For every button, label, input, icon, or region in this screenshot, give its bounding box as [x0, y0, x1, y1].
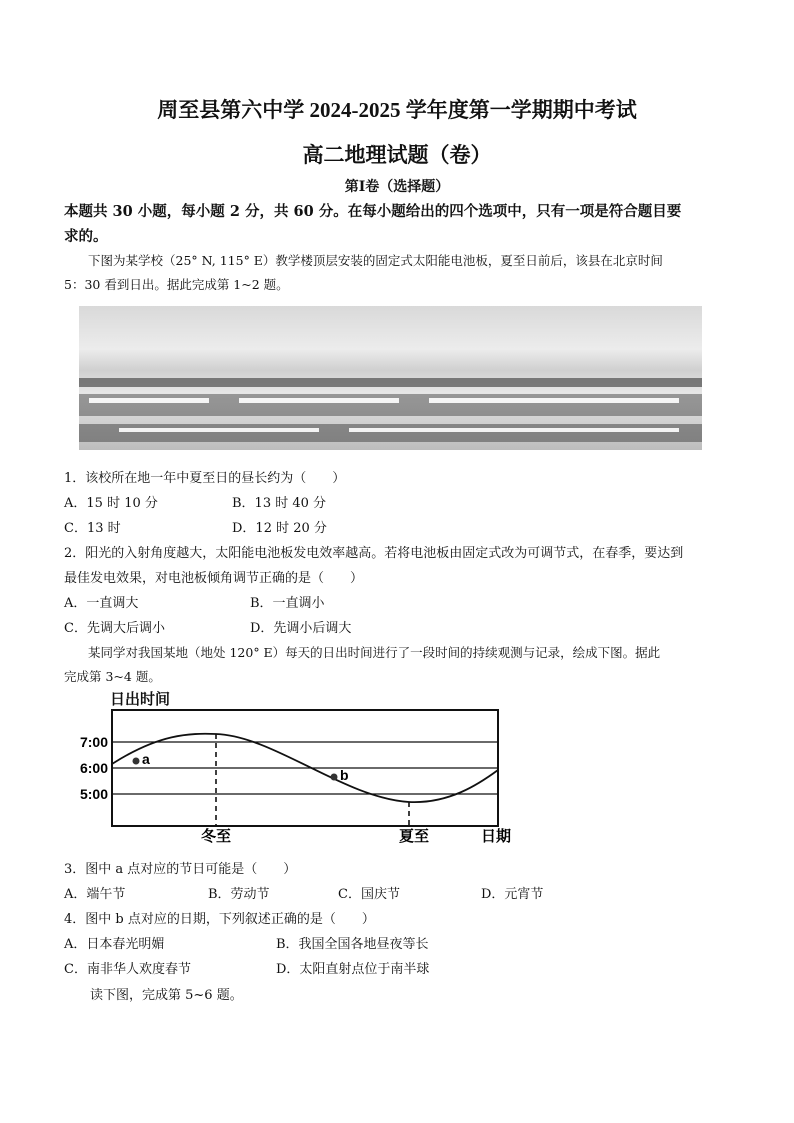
intro-2-line-2: 完成第 3~4 题。 — [64, 669, 161, 684]
x-axis-label: 日期 — [480, 828, 512, 845]
q2-stem-line-1: 2．阳光的入射角度越大，太阳能电池板发电效率越高。若将电池板由固定式改为可调节式，在春季，要达到 — [64, 546, 684, 561]
q3-option-b[interactable]: B．劳动节 — [208, 887, 270, 902]
intro-1-line-2: 5：30 看到日出。据此完成第 1~2 题。 — [64, 277, 289, 292]
y-tick-700: 7:00 — [79, 734, 108, 750]
point-a — [133, 758, 140, 765]
q2-option-a[interactable]: A．一直调大 — [64, 596, 139, 611]
exam-subtitle: 高二地理试题（卷） — [302, 143, 492, 167]
instruction-line-2: 求的。 — [64, 228, 108, 245]
q1-option-b[interactable]: B．13 时 40 分 — [232, 496, 327, 511]
instruction-line-1: 本题共 30 小题，每小题 2 分，共 60 分。在每小题给出的四个选项中，只有一项是符合题目要 — [64, 203, 682, 220]
q2-option-c[interactable]: C．先调大后调小 — [64, 621, 165, 636]
outro-text: 读下图，完成第 5~6 题。 — [90, 988, 243, 1003]
q3-stem: 3．图中 a 点对应的节日可能是（ ） — [64, 862, 297, 877]
q1-stem: 1．该校所在地一年中夏至日的昼长约为（ ） — [64, 471, 346, 486]
q4-option-a[interactable]: A．日本春光明媚 — [64, 937, 165, 952]
point-b-label: b — [340, 767, 349, 783]
y-tick-500: 5:00 — [79, 786, 108, 802]
q2-option-b[interactable]: B．一直调小 — [250, 596, 325, 611]
part-heading: 第Ⅰ卷（选择题） — [344, 179, 450, 195]
intro-1-line-1: 下图为某学校（25° N, 115° E）教学楼顶层安装的固定式太阳能电池板，夏至日前后，该县在北京时间 — [88, 253, 663, 268]
q1-option-c[interactable]: C．13 时 — [64, 521, 121, 536]
q3-option-a[interactable]: A．端午节 — [64, 887, 126, 902]
q3-option-c[interactable]: C．国庆节 — [338, 887, 400, 902]
q2-stem-line-2: 最佳发电效果，对电池板倾角调节正确的是（ ） — [64, 571, 364, 586]
exam-title: 周至县第六中学 2024-2025 学年度第一学期期中考试 — [157, 98, 637, 122]
x-tick-winter-solstice: 冬至 — [200, 828, 232, 845]
q1-option-d[interactable]: D．12 时 20 分 — [232, 521, 327, 536]
q4-option-b[interactable]: B．我国全国各地昼夜等长 — [276, 937, 429, 952]
q2-option-d[interactable]: D．先调小后调大 — [250, 621, 352, 636]
point-b — [331, 774, 338, 781]
point-a-label: a — [142, 751, 150, 767]
sunrise-time-chart — [64, 686, 514, 846]
q4-stem: 4．图中 b 点对应的日期，下列叙述正确的是（ ） — [64, 912, 375, 927]
q4-option-d[interactable]: D．太阳直射点位于南半球 — [276, 962, 430, 977]
q1-option-a[interactable]: A．15 时 10 分 — [64, 496, 158, 511]
chart-title: 日出时间 — [110, 691, 171, 708]
q3-option-d[interactable]: D．元宵节 — [481, 887, 544, 902]
y-tick-600: 6:00 — [79, 760, 108, 776]
intro-2-line-1: 某同学对我国某地（地处 120° E）每天的日出时间进行了一段时间的持续观测与记录，绘成下图。据此 — [88, 645, 661, 660]
solar-panel-photo — [79, 306, 702, 450]
q4-option-c[interactable]: C．南非华人欢度春节 — [64, 962, 191, 977]
x-tick-summer-solstice: 夏至 — [398, 828, 430, 845]
